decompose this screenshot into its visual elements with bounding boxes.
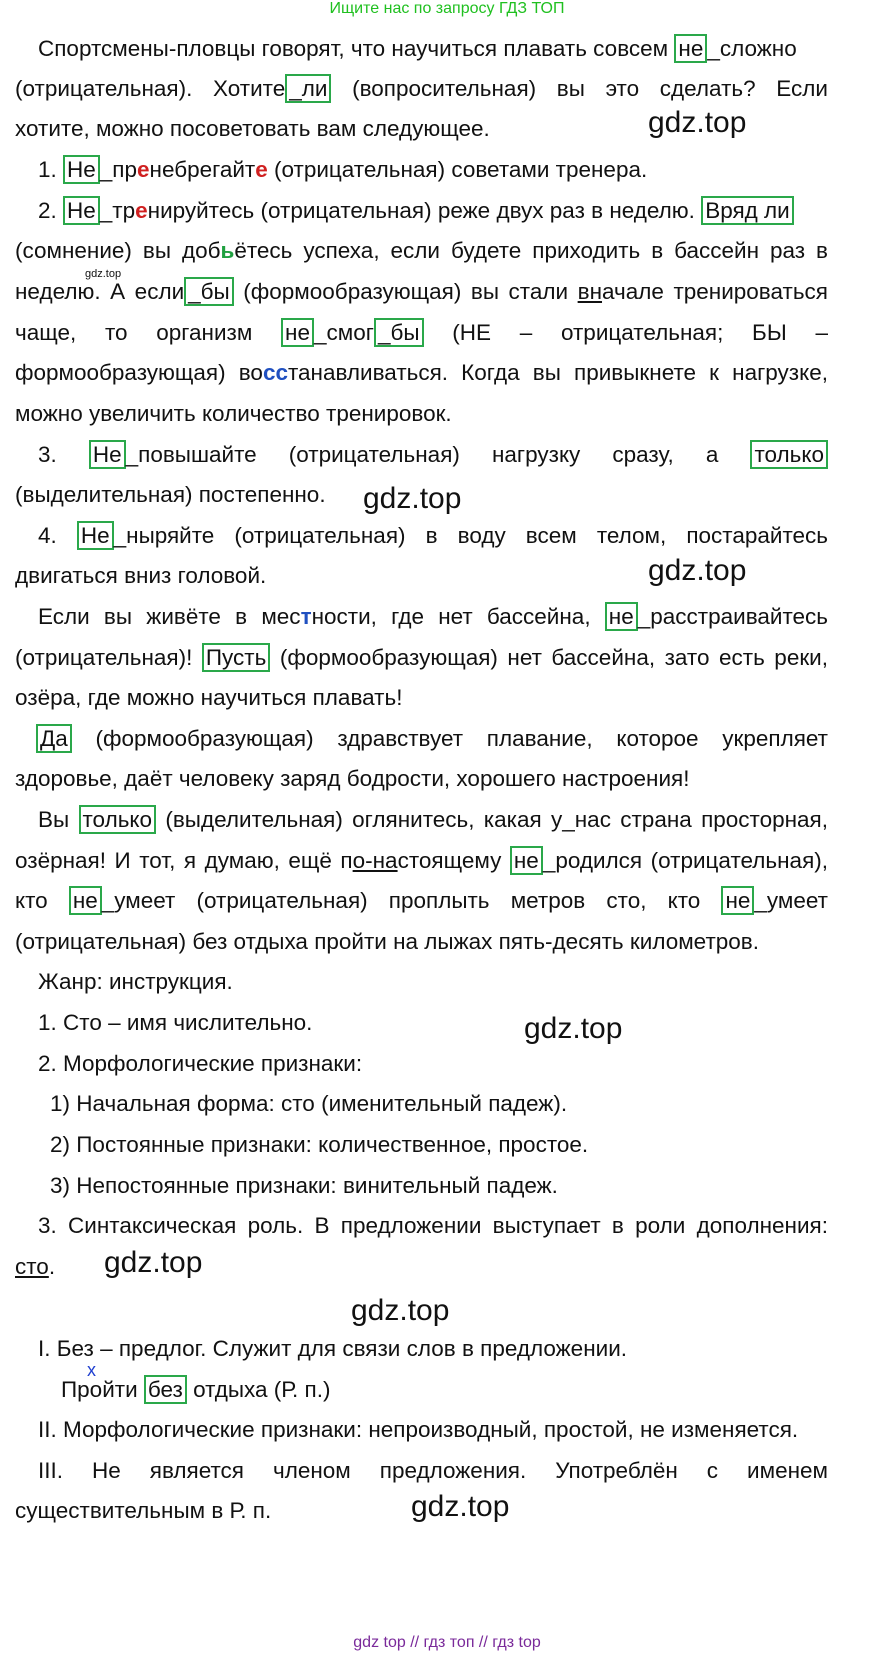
text-run: _расстраивайтесь <box>637 604 829 629</box>
text-run: _умеет <box>754 888 828 913</box>
text-run: _сложно <box>707 36 797 61</box>
text-line <box>15 358 828 388</box>
text-run: (сомнение) вы доб <box>15 238 221 263</box>
text-line <box>15 643 828 673</box>
underlined-prefix: вн <box>577 279 603 304</box>
text-run: _смог <box>314 320 374 345</box>
watermark: gdz.top <box>648 106 747 139</box>
watermark: gdz.top <box>648 554 747 587</box>
underlined-word: сто <box>15 1254 49 1279</box>
text-line <box>38 805 828 835</box>
text-run: ачале тренироваться <box>602 279 828 304</box>
text-line: 2. Морфологические признаки: <box>38 1051 363 1076</box>
text-run: _повышайте (отрицательная) нагрузку сразу, а <box>125 442 751 467</box>
highlighted-particle: не <box>281 318 314 347</box>
highlighted-particle: _бы <box>374 318 424 347</box>
text-line <box>15 846 828 876</box>
text-run: 3. <box>38 442 89 467</box>
text-line: I. Без – предлог. Служит для связи слов в предложении. <box>38 1336 628 1361</box>
highlighted-letter: е <box>255 157 268 182</box>
text-line <box>38 196 894 226</box>
highlighted-particle: Вряд ли <box>701 196 794 225</box>
text-line <box>36 724 828 754</box>
text-run: отдыха (Р. п.) <box>186 1377 331 1402</box>
highlighted-particle: _ли <box>285 74 331 103</box>
highlighted-preposition: без <box>144 1375 187 1404</box>
text-run: стоящему <box>397 848 510 873</box>
highlighted-letter: т <box>300 604 312 629</box>
text-run: (отрицательная)! <box>15 645 202 670</box>
watermark-small: gdz.top <box>85 268 122 280</box>
text-line <box>38 34 828 64</box>
text-line <box>38 440 828 470</box>
text-run: ётесь успеха, если будете приходить в бассейн раз в <box>234 238 828 263</box>
text-line: 3. Синтаксическая роль. В предложении выступает в роли дополнения: <box>38 1213 828 1238</box>
text-line <box>38 155 894 185</box>
text-run: чаще, то организм <box>15 320 282 345</box>
text-line <box>61 1375 894 1405</box>
highlighted-letter: сс <box>262 360 288 385</box>
highlighted-letter: е <box>135 198 148 223</box>
highlighted-letter: е <box>137 157 150 182</box>
text-run: _родился (отрицательная), <box>542 848 828 873</box>
text-line: II. Морфологические признаки: непроизводный, простой, не изменяется. <box>38 1417 799 1442</box>
text-run: (формообразующая) нет бассейна, зато есть реки, <box>270 645 829 670</box>
text-run: формообразующая) во <box>15 360 263 385</box>
text-run: (вопросительная) вы это сделать? Если <box>331 76 828 101</box>
text-run: нируйтесь (отрицательная) реже двух раз в неделю. <box>147 198 702 223</box>
text-line: Жанр: инструкция. <box>38 969 233 994</box>
watermark: gdz.top <box>351 1294 450 1327</box>
text-run: 4. <box>38 523 77 548</box>
highlighted-particle: Не <box>89 440 126 469</box>
text-line: двигаться вниз головой. <box>15 563 267 588</box>
text-run: озёрная! И тот, я думаю, ещё п <box>15 848 353 873</box>
text-line: существительным в Р. п. <box>15 1498 272 1523</box>
text-run: (формообразующая) здравствует плавание, которое укрепляет <box>71 726 828 751</box>
text-line: 1) Начальная форма: сто (именительный падеж). <box>50 1091 568 1116</box>
highlighted-particle: Не <box>63 196 100 225</box>
text-line: хотите, можно посоветовать вам следующее. <box>15 116 490 141</box>
text-run: _ныряйте (отрицательная) в воду всем телом, постарайтесь <box>113 523 828 548</box>
text-run: неделю. А если <box>15 279 185 304</box>
highlighted-particle: не <box>605 602 638 631</box>
text-run: танавливаться. Когда вы привыкнете к нагрузке, <box>287 360 828 385</box>
text-run: (отрицательная). Хотите <box>15 76 286 101</box>
text-run: _умеет (отрицательная) проплыть метров сто, кто <box>101 888 722 913</box>
text-run: Пройти <box>61 1377 144 1402</box>
text-run: _тр <box>99 198 136 223</box>
underlined-prefix: о-на <box>352 848 398 873</box>
text-run: (выделительная) оглянитесь, какая у_нас страна просторная, <box>156 807 828 832</box>
text-run: Вы <box>38 807 79 832</box>
text-line <box>15 236 828 266</box>
highlighted-particle: только <box>750 440 828 469</box>
text-run: 1. <box>38 157 64 182</box>
highlighted-particle: Не <box>63 155 100 184</box>
footer-banner: gdz top // гдз топ // гдз top <box>353 1634 541 1651</box>
highlighted-particle: Не <box>77 521 114 550</box>
text-line <box>15 277 828 307</box>
highlighted-particle: не <box>721 886 754 915</box>
watermark: gdz.top <box>363 482 462 515</box>
text-run: (формообразующая) вы стали <box>233 279 578 304</box>
highlighted-particle: Пусть <box>202 643 270 672</box>
highlighted-particle: не <box>69 886 102 915</box>
text-run: небрегайт <box>149 157 256 182</box>
highlighted-letter: ь <box>220 238 235 263</box>
text-line: можно увеличить количество тренировок. <box>15 401 452 426</box>
text-line: (отрицательная) без отдыха пройти на лыжах пять-десять километров. <box>15 929 759 954</box>
header-banner: Ищите нас по запросу ГДЗ ТОП <box>329 0 565 17</box>
text-line: 2) Постоянные признаки: количественное, простое. <box>50 1132 589 1157</box>
text-run: ности, где нет бассейна, <box>311 604 605 629</box>
text-line: озёра, где можно научиться плавать! <box>15 685 403 710</box>
text-line: III. Не является членом предложения. Употреблён с именем <box>38 1458 828 1483</box>
highlighted-particle: только <box>79 805 157 834</box>
text-run: Спортсмены-пловцы говорят, что научиться плавать совсем <box>38 36 675 61</box>
highlighted-particle: не <box>510 846 543 875</box>
text-run: 2. <box>38 198 64 223</box>
text-line <box>38 521 828 551</box>
text-line: 1. Сто – имя числительно. <box>38 1010 313 1035</box>
text-line: 3) Непостоянные признаки: винительный падеж. <box>50 1173 558 1198</box>
watermark: gdz.top <box>104 1246 203 1279</box>
text-line: здоровье, даёт человеку заряд бодрости, хорошего настроения! <box>15 766 690 791</box>
highlighted-particle: не <box>674 34 707 63</box>
syntax-mark: x <box>87 1360 96 1380</box>
text-line: (выделительная) постепенно. <box>15 482 326 507</box>
text-run: (НЕ – отрицательная; БЫ – <box>423 320 828 345</box>
text-line <box>15 74 828 104</box>
text-run: кто <box>15 888 69 913</box>
watermark: gdz.top <box>524 1012 623 1045</box>
highlighted-particle: _бы <box>184 277 234 306</box>
text-line <box>15 318 828 348</box>
text-run: Если вы живёте в мес <box>38 604 301 629</box>
text-line <box>15 886 828 916</box>
watermark: gdz.top <box>411 1490 510 1523</box>
text-run: . <box>48 1254 56 1279</box>
highlighted-particle: Да <box>36 724 72 753</box>
text-run: (отрицательная) советами тренера. <box>267 157 648 182</box>
text-line <box>38 602 828 632</box>
text-run: _пр <box>99 157 138 182</box>
